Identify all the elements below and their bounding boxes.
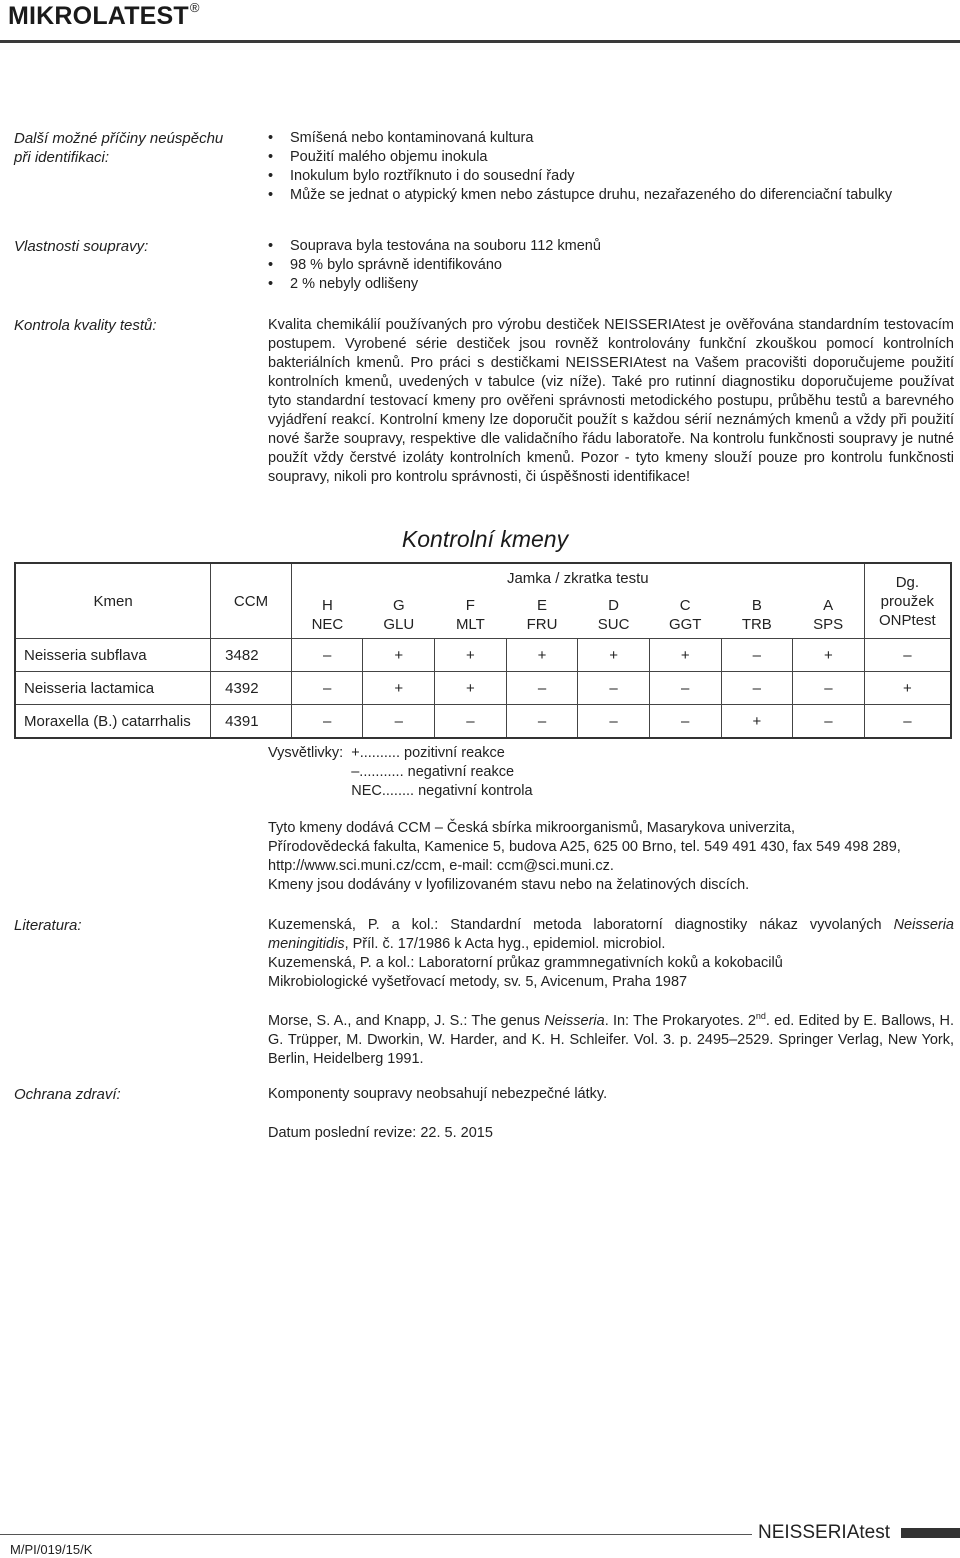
result-cell: + (363, 672, 435, 705)
result-cell: – (506, 705, 578, 739)
ccm-number: 4392 (211, 672, 292, 705)
well-header: F MLT (435, 592, 507, 639)
well-header: E FRU (506, 592, 578, 639)
result-cell: – (291, 639, 363, 672)
product-name: NEISSERIAtest (758, 1522, 890, 1543)
list-item: • Může se jednat o atypický kmen nebo zástupce druhu, nezařazeného do diferenciační tabulky (268, 186, 954, 205)
footer-bar (901, 1528, 960, 1538)
result-cell: – (363, 705, 435, 739)
result-cell: – (649, 672, 721, 705)
legend-item: +.......... pozitivní reakce (351, 745, 505, 761)
result-cell: – (578, 672, 650, 705)
quality-control-label: Kontrola kvality testů: (14, 317, 157, 334)
column-header-wells: Jamka / zkratka testu (291, 563, 864, 592)
table-row (15, 705, 951, 739)
literature-ref-2: Kuzemenská, P. a kol.: Laboratorní průkaz grammnegativních koků a kokobacilů Mikrobiologické vyšetřovací metody, sv. 5, Avicenum, Praha 1987 (268, 955, 783, 990)
legend-title: Vysvětlivky: (268, 745, 344, 761)
well-header: A SPS (793, 592, 865, 639)
ccm-number: 4391 (211, 705, 292, 739)
document-code: M/PI/019/15/K (10, 1542, 93, 1557)
strain-name: Moraxella (B.) catarrhalis (15, 705, 211, 739)
result-cell: + (721, 705, 793, 739)
result-cell: + (793, 639, 865, 672)
table-header-row (15, 563, 951, 592)
well-header: H NEC (291, 592, 363, 639)
list-item: • Souprava byla testována na souboru 112 kmenů (268, 237, 954, 256)
legend-item: –........... negativní reakce (351, 764, 515, 780)
well-header: D SUC (578, 592, 650, 639)
well-header: C GGT (649, 592, 721, 639)
result-cell: – (435, 705, 507, 739)
result-cell: – (721, 672, 793, 705)
supplier-info: Tyto kmeny dodává CCM – Česká sbírka mikroorganismů, Masarykova univerzita, Přírodovědecká fakulta, Kamenice 5, budova A25, 625 00 Brno, tel. 549 491 430, fax 549 498 289, http://www.sci.muni.cz/ccm, e-mail: ccm@sci.muni.cz. Kmeny jsou dodávány v lyofilizovaném stavu nebo na želatinových discích. (268, 820, 901, 893)
table-row (15, 672, 951, 705)
column-header-ccm: CCM (211, 563, 292, 639)
strain-name: Neisseria lactamica (15, 672, 211, 705)
list-item: • Smíšená nebo kontaminovaná kultura (268, 129, 954, 148)
result-cell: + (864, 672, 951, 705)
header-rule (0, 40, 960, 43)
list-item: • 98 % bylo správně identifikováno (268, 256, 954, 275)
table-row (15, 639, 951, 672)
column-header-dg-strip: Dg. proužek ONPtest (864, 563, 951, 639)
legend (268, 744, 533, 801)
result-cell: – (721, 639, 793, 672)
column-header-strain: Kmen (15, 563, 211, 639)
list-item: • Inokulum bylo roztříknuto i do sousední řady (268, 167, 954, 186)
literature-ref-1: Kuzemenská, P. a kol.: Standardní metoda laboratorní diagnostiky nákaz vyvolaných Neisseria meningitidis, Příl. č. 17/1986 k Acta hyg., epidemiol. microbiol. (268, 917, 954, 952)
result-cell: – (864, 639, 951, 672)
result-cell: – (291, 705, 363, 739)
brand-name: MIKROLATEST (8, 2, 189, 30)
literature-ref-3: Morse, S. A., and Knapp, J. S.: The genus Neisseria. In: The Prokaryotes. 2nd. ed. Edited by E. Ballows, H. G. Trüpper, M. Dworkin, W. Harder, and K. H. Schleifer. Vol. 3. p. 2495–2529. Springer Verlag, New York, Berlin, Heidelberg 1991. (268, 1011, 954, 1067)
health-label: Ochrana zdraví: (14, 1086, 121, 1103)
footer-rule (0, 1534, 752, 1535)
revision-date: Datum poslední revize: 22. 5. 2015 (268, 1125, 493, 1141)
result-cell: – (793, 672, 865, 705)
result-cell: + (506, 639, 578, 672)
result-cell: – (649, 705, 721, 739)
well-header: B TRB (721, 592, 793, 639)
failure-causes-label: Další možné příčiny neúspěchu při identifikaci: (14, 130, 224, 166)
brand-logo (8, 2, 200, 31)
result-cell: – (506, 672, 578, 705)
list-item: • 2 % nebyly odlišeny (268, 275, 954, 294)
health-text: Komponenty soupravy neobsahují nebezpečné látky. (268, 1086, 608, 1102)
quality-control-text: Kvalita chemikálií používaných pro výrobu destiček NEISSERIAtest je ověřována standardním testovacím postupem. Vyrobené série destiček jsou rovněž kontrolovány funkční zkouškou pomocí kontrolních bakteriálních kmenů. Pro práci s destičkami NEISSERIAtest na Vašem pracovišti doporučujeme použití kontrolních kmenů, uvedených v tabulce (viz níže). Také pro rutinní diagnostiku doporučujeme používat tyto standardní testovací kmeny pro ověřeni správnosti metodického postupu, průběhu testů a barevného vyjádření reakcí. Kontrolní kmeny lze doporučit použít s každou sérií neznámých kmenů a vždy při použití nové šarže soupravy, respektive dle validačního řádu laboratoře. Na kontrolu funkčnosti soupravy je nutné použít vždy čerstvé izoláty kontrolních kmenů. Pozor - tyto kmeny slouží pouze pro kontrolu funkčnosti soupravy, nikoli pro kontrolu správnosti, či úspěšnosti identifikace! (268, 317, 954, 485)
kit-properties-list (268, 237, 954, 294)
result-cell: + (649, 639, 721, 672)
strain-name: Neisseria subflava (15, 639, 211, 672)
result-cell: – (291, 672, 363, 705)
result-cell: + (435, 672, 507, 705)
result-cell: + (363, 639, 435, 672)
result-cell: – (578, 705, 650, 739)
list-item: • Použití malého objemu inokula (268, 148, 954, 167)
ccm-number: 3482 (211, 639, 292, 672)
registered-mark: ® (189, 0, 200, 15)
result-cell: – (864, 705, 951, 739)
result-cell: + (435, 639, 507, 672)
literature-label: Literatura: (14, 917, 82, 934)
failure-causes-list (268, 129, 954, 205)
result-cell: – (793, 705, 865, 739)
control-strains-title: Kontrolní kmeny (401, 526, 569, 552)
legend-item: NEC........ negativní kontrola (351, 783, 533, 799)
kit-properties-label: Vlastnosti soupravy: (14, 238, 149, 255)
result-cell: + (578, 639, 650, 672)
control-strains-table (14, 562, 952, 739)
well-header: G GLU (363, 592, 435, 639)
